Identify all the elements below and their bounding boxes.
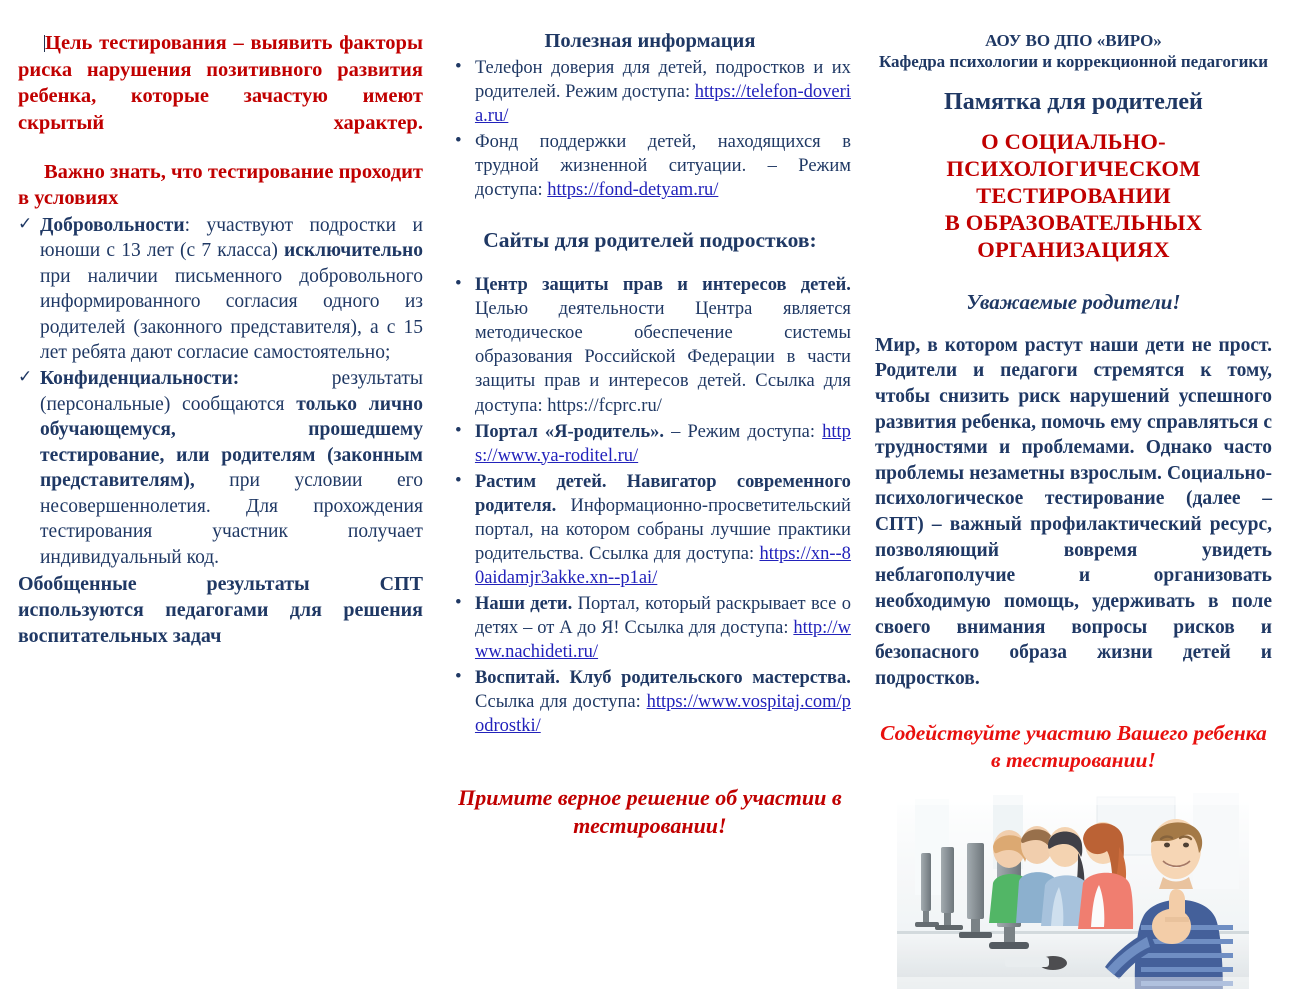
rastim-detey-link[interactable]: https://xn--80aidamjr3akke.xn--p1ai/ [474, 543, 851, 588]
useful-info-list [449, 56, 851, 202]
term-confidentiality: Конфиденциальности: [40, 368, 240, 390]
voluntariness-text-a: участвуют подростки и юноши с 13 лет (с 7 класса) [40, 214, 423, 262]
ya-roditel-link[interactable]: https://www.ya-roditel.ru/ [474, 421, 851, 466]
memo-subtitle: Памятка для родителей [944, 88, 1203, 115]
vospitaj-text: Ссылка для доступа: [474, 692, 647, 713]
title-line-1: О СОЦИАЛЬНО- [981, 128, 1166, 154]
center-protection-title: Центр защиты прав и интересов детей. [474, 275, 851, 296]
column2-heading-sites: Сайты для родителей подростков: [483, 228, 817, 253]
helpline-link[interactable]: https://telefon-doveria.ru/ [474, 82, 851, 127]
nashi-deti-text: Портал, который раскрывает все о детях – от А до Я! Ссылка для доступа: [474, 593, 851, 638]
center-protection-url: https://fcprc.ru/ [547, 395, 662, 416]
voluntariness-text-b: при наличии письменного добровольного информированного согласия одного из родителей (законного представителя), а с 15 лет ребята дают согласие самостоятельно; [40, 265, 423, 364]
title-line-5: ОРГАНИЗАЦИЯХ [977, 237, 1170, 263]
voluntariness-emphasis: исключительно [284, 240, 423, 262]
term-voluntariness-separator: : [184, 214, 191, 236]
list-item-vospitaj [449, 666, 851, 738]
nashi-deti-title: Наши дети. [474, 593, 573, 614]
column1-lead-paragraph [18, 30, 423, 137]
organization-name: АОУ ВО ДПО «ВИРО» [985, 31, 1162, 50]
confidentiality-emphasis: только лично обучающемуся, прошедшему тестирование, или родителям (законным представителям), [40, 393, 423, 492]
vospitaj-title: Воспитай. Клуб родительского мастерства. [474, 668, 851, 689]
helpline-text: Телефон доверия для детей, подростков и их родителей. Режим доступа: [474, 58, 851, 103]
vospitaj-link[interactable]: https://www.vospitaj.com/podrostki/ [474, 692, 851, 737]
list-item-nashi-deti [449, 592, 851, 664]
childrens-fund-link[interactable]: https://fond-detyam.ru/ [547, 180, 719, 201]
childrens-fund-text: Фонд поддержки детей, находящихся в трудной жизненной ситуации. – Режим доступа: [474, 132, 851, 201]
title-line-4: В ОБРАЗОВАТЕЛЬНЫХ [944, 210, 1203, 236]
column1-heading-important: Важно знать, что тестирование проходит в условиях [18, 160, 423, 210]
sites-list [449, 273, 851, 738]
center-protection-text: Целью деятельности Центра является методическое обеспечение системы образования Российской Федерации в части защиты прав и интересов детей. Ссылка для доступа: [474, 299, 851, 416]
column1-conditions-list [18, 213, 423, 570]
column-right [863, 30, 1272, 905]
ya-roditel-title: Портал «Я-родитель». [474, 421, 665, 442]
students-at-computers-photo [897, 791, 1249, 989]
column3-body-paragraph: Мир, в котором растут наши дети не прост. Родители и педагоги стремятся к тому, чтобы снизить риск нарушений успешного развития ребенка, помочь ему справляться с трудностями и проблемами. Однако часто проблемы незаметны взрослым. Социально-психологическое тестирование (далее – СПТ) – важный профилактический ресурс, позволяющий вовремя увидеть неблагополучие и организовать необходимую помощь, удерживать в поле своего внимания вопросы рисков и безопасного образа жизни детей и подростков. [874, 334, 1272, 689]
list-item-ya-roditel [449, 420, 851, 468]
column1-lead-text: Цель тестирования – выявить факторы риска нарушения позитивного развития ребенка, которые зачастую имеют скрытый характер. [18, 32, 423, 134]
ya-roditel-text: – Режим доступа: [664, 421, 823, 442]
rastim-detey-text: Информационно-просветительский портал, на котором собраны лучшие практики родительства. Ссылка для доступа: [474, 495, 851, 564]
list-item-helpline [449, 56, 851, 128]
column1-summary-paragraph: Обобщенные результаты СПТ используются педагогами для решения воспитательных задач [18, 572, 423, 647]
nashi-deti-link[interactable]: http://www.nachideti.ru/ [474, 617, 851, 662]
confidentiality-text-a: результаты (персональные) сообщаются [40, 368, 423, 415]
term-voluntariness: Добровольности [40, 214, 185, 236]
rastim-detey-title: Растим детей. Навигатор современного родителя. [474, 471, 851, 516]
list-item-rastim-detey [449, 470, 851, 590]
photo-container [875, 791, 1272, 989]
list-item-confidentiality [18, 366, 423, 570]
column2-slogan: Примите верное решение об участии в тестировании! [458, 785, 842, 839]
greeting-line: Уважаемые родители! [966, 289, 1181, 314]
title-line-3: ТЕСТИРОВАНИИ [976, 182, 1171, 208]
title-line-2: ПСИХОЛОГИЧЕСКОМ [946, 155, 1201, 181]
column-left [18, 30, 437, 905]
column-middle [437, 30, 863, 905]
column2-heading-useful-info: Полезная информация [544, 30, 756, 52]
list-item-center-protection [449, 273, 851, 417]
confidentiality-text-b: при условии его несовершеннолетия. Для прохождения тестирования участник получает индивидуальный код. [40, 470, 423, 568]
brochure-title [875, 128, 1272, 264]
department-name: Кафедра психологии и коррекционной педагогики [878, 52, 1268, 72]
column3-slogan: Содействуйте участию Вашего ребенка в тестировании! [880, 720, 1267, 773]
list-item-voluntariness [18, 213, 423, 366]
list-item-childrens-fund [449, 130, 851, 202]
